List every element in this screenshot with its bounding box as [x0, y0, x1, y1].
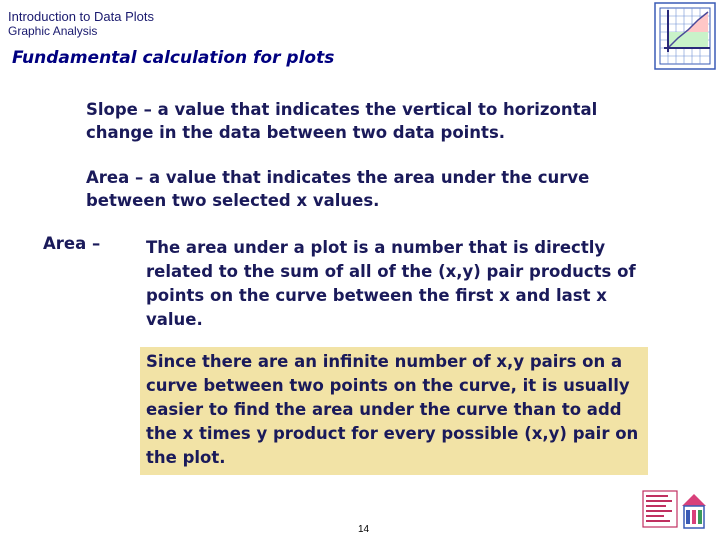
slope-definition: Slope – a value that indicates the vertical to horizontal change in the data between two data points. [86, 100, 598, 142]
header-title: Introduction to Data Plots [8, 9, 154, 24]
header-subtitle: Graphic Analysis [8, 24, 98, 38]
note-box [140, 347, 648, 475]
graph-plot-logo-icon [654, 2, 716, 70]
section-title: Fundamental calculation for plots [12, 48, 335, 68]
note-text: Since there are an infinite number of x,y pairs on a curve between two points on the curve, it is usually easier to find the area under the curve than to add the x times y product for every possible (x,y) pair on the plot. [146, 352, 639, 467]
area-explanation: The area under a plot is a number that is directly related to the sum of all of the (x,y) pair products of points on the curve between the first x and last x value. [146, 238, 636, 329]
area-definition: Area – a value that indicates the area under the curve between two selected x values. [86, 168, 590, 210]
page-number: 14 [358, 524, 370, 535]
area-label: Area – [43, 234, 101, 253]
high-school-technology-initiative-logo-icon [642, 488, 708, 530]
